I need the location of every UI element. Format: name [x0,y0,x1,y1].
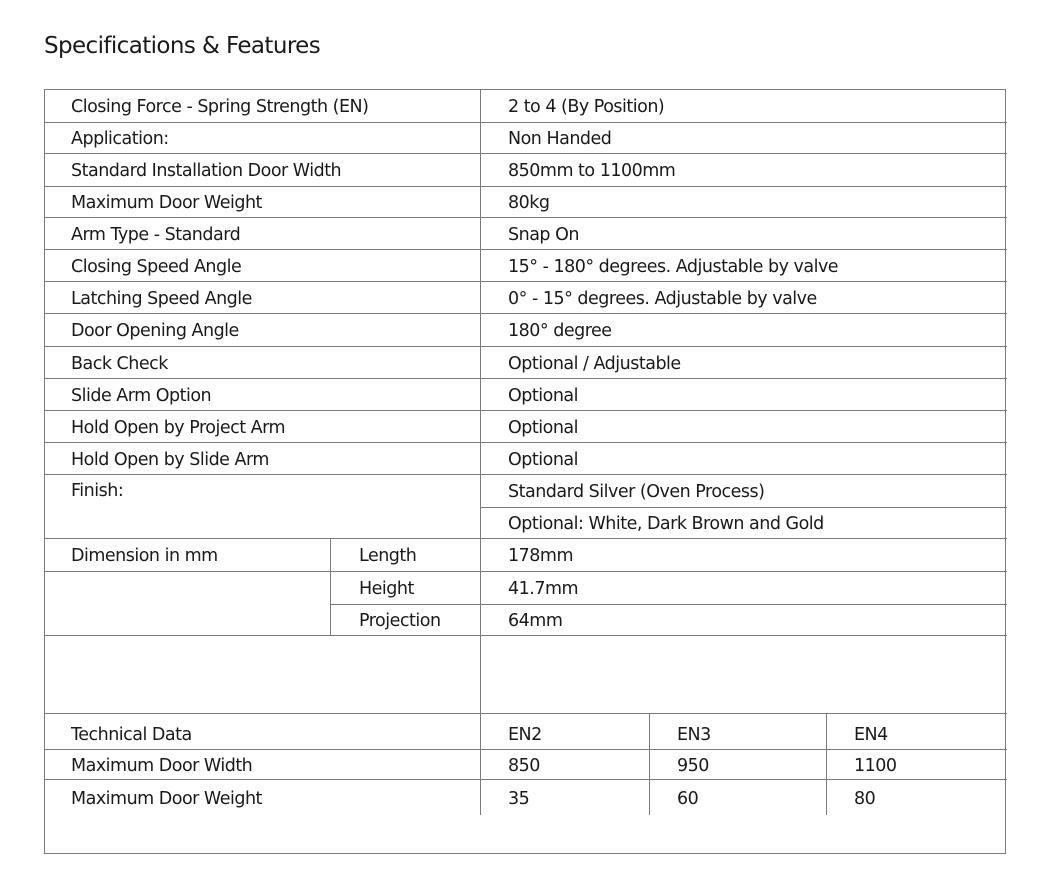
spec-label: Back Check [45,347,481,379]
spec-label: Door Opening Angle [45,314,481,347]
spec-label: Hold Open by Project Arm [45,411,481,443]
spec-value: 80kg [481,187,1007,218]
spec-value: Optional / Adjustable [481,347,1007,379]
page-title: Specifications & Features [44,33,321,59]
technical-value: 1100 [827,750,1007,780]
spec-label: Closing Speed Angle [45,250,481,282]
technical-value: 60 [650,780,827,815]
spec-label: Maximum Door Weight [45,187,481,218]
spec-value: 0° - 15° degrees. Adjustable by valve [481,282,1007,314]
dimension-value: 178mm [481,539,1007,572]
technical-value: 35 [481,780,650,815]
spec-value: Optional [481,443,1007,475]
spec-value: 2 to 4 (By Position) [481,90,1007,123]
dimension-label-filler [45,572,331,636]
technical-column-header: EN2 [481,714,650,750]
technical-column-header: EN3 [650,714,827,750]
spec-label: Slide Arm Option [45,379,481,411]
technical-value: 950 [650,750,827,780]
spec-label: Closing Force - Spring Strength (EN) [45,90,481,123]
spec-value: Non Handed [481,123,1007,154]
spec-value: Optional [481,379,1007,411]
technical-value: 80 [854,788,876,809]
technical-data-header: Technical Data [45,714,481,750]
spec-label: Application: [45,123,481,154]
technical-column-header: EN4 [827,714,1007,750]
dimension-name: Length [331,539,481,572]
technical-value: 850 [481,750,650,780]
blank-cell [481,636,1007,714]
finish-value: Standard Silver (Oven Process) [481,475,1007,508]
spec-value: 180° degree [481,314,1007,347]
dimension-name: Height [331,572,481,605]
technical-row-label: Maximum Door Width [45,750,481,780]
spec-value: Snap On [481,218,1007,250]
dimension-label: Dimension in mm [45,539,331,572]
finish-value: Optional: White, Dark Brown and Gold [481,508,1007,539]
dimension-name: Projection [331,605,481,636]
spec-value: Optional [481,411,1007,443]
dimension-value: 41.7mm [481,572,1007,605]
spec-value: 850mm to 1100mm [481,154,1007,187]
spec-label: Standard Installation Door Width [45,154,481,187]
dimension-value: 64mm [481,605,1007,636]
spec-label: Hold Open by Slide Arm [45,443,481,475]
finish-label: Finish: [45,475,481,539]
specifications-table [44,89,1006,854]
spec-value: 15° - 180° degrees. Adjustable by valve [481,250,1007,282]
technical-row-label: Maximum Door Weight [45,780,481,815]
spec-label: Arm Type - Standard [45,218,481,250]
spec-label: Latching Speed Angle [45,282,481,314]
blank-cell [45,636,481,714]
